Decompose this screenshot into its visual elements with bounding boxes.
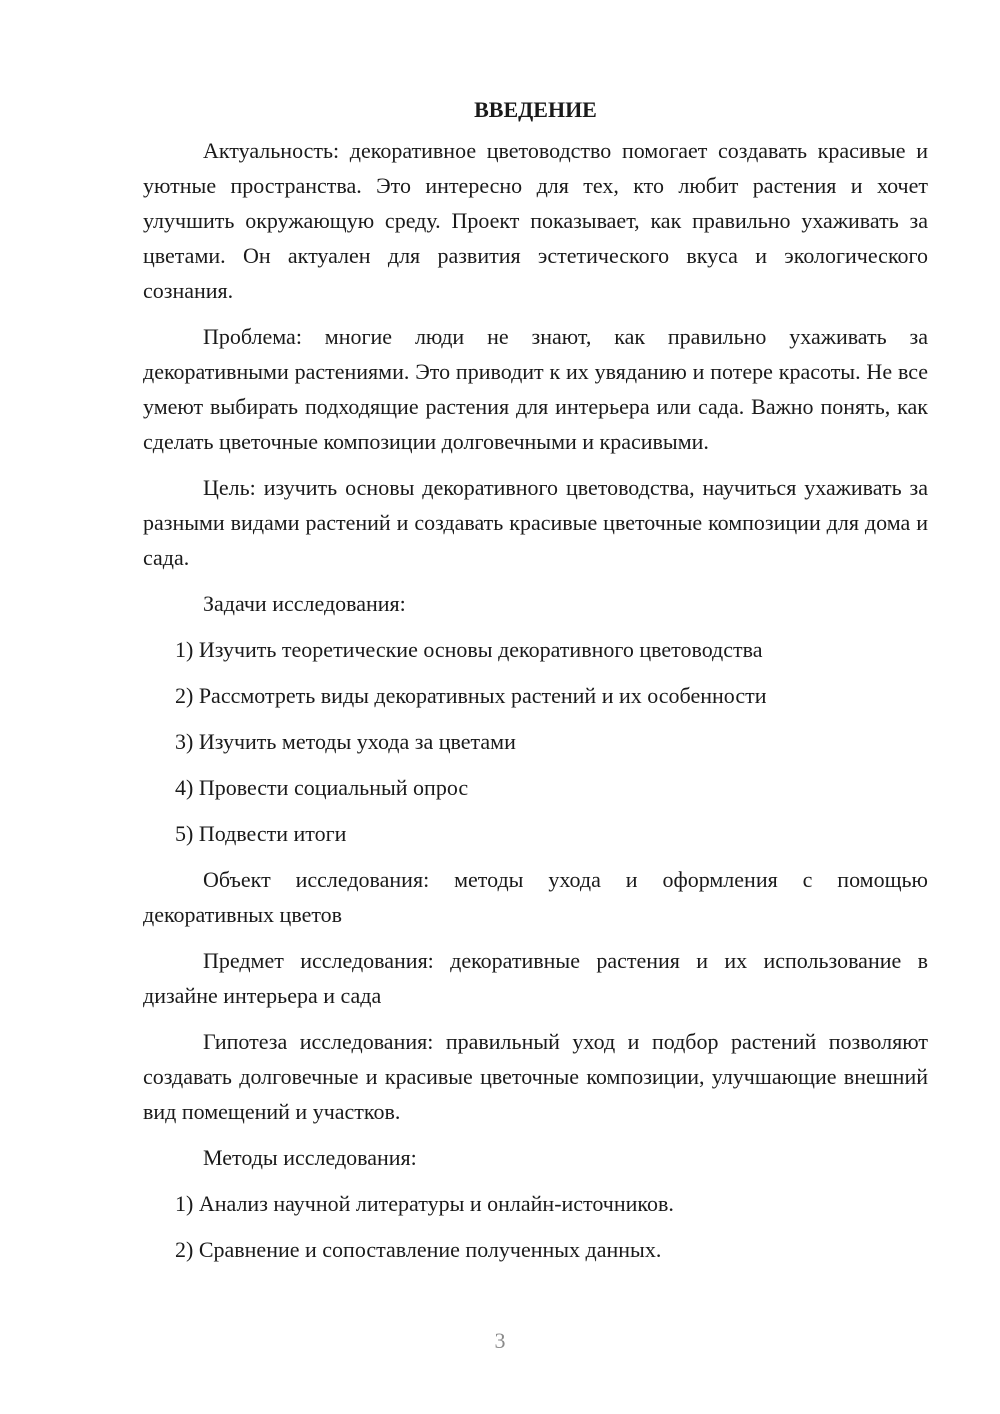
methods-label: Методы исследования: [203, 1145, 417, 1170]
goal-paragraph: Цель: изучить основы декоративного цветоводства, научиться ухаживать за разными видами растений и создавать красивые цветочные композиции для дома и сада. [143, 475, 928, 570]
task-item: 5) Подвести итоги [175, 821, 347, 846]
method-item: 2) Сравнение и сопоставление полученных данных. [175, 1237, 662, 1262]
tasks-list [143, 632, 928, 851]
document-page [143, 92, 928, 1278]
methods-list [143, 1186, 928, 1267]
task-item: 4) Провести социальный опрос [175, 775, 469, 800]
page-number: 3 [494, 1328, 506, 1353]
tasks-label: Задачи исследования: [203, 591, 406, 616]
task-item: 3) Изучить методы ухода за цветами [175, 729, 516, 754]
object-paragraph: Объект исследования: методы ухода и оформления с помощью декоративных цветов [143, 867, 928, 927]
task-item: 1) Изучить теоретические основы декоративного цветоводства [175, 637, 763, 662]
method-item: 1) Анализ научной литературы и онлайн-источников. [175, 1191, 674, 1216]
relevance-paragraph: Актуальность: декоративное цветоводство помогает создавать красивые и уютные пространства. Это интересно для тех, кто любит растения и хочет улучшить окружающую среду. Проект показывает, как правильно ухаживать за цветами. Он актуален для развития эстетического вкуса и экологического сознания. [143, 138, 928, 303]
section-title: ВВЕДЕНИЕ [474, 97, 597, 122]
problem-paragraph: Проблема: многие люди не знают, как правильно ухаживать за декоративными растениями. Это приводит к их увяданию и потере красоты. Не все умеют выбирать подходящие растения для интерьера или сада. Важно понять, как сделать цветочные композиции долговечными и красивыми. [143, 324, 928, 454]
subject-paragraph: Предмет исследования: декоративные растения и их использование в дизайне интерьера и сада [143, 948, 928, 1008]
hypothesis-paragraph: Гипотеза исследования: правильный уход и подбор растений позволяют создавать долговечные и красивые цветочные композиции, улучшающие внешний вид помещений и участков. [143, 1029, 928, 1124]
task-item: 2) Рассмотреть виды декоративных растений и их особенности [175, 683, 767, 708]
